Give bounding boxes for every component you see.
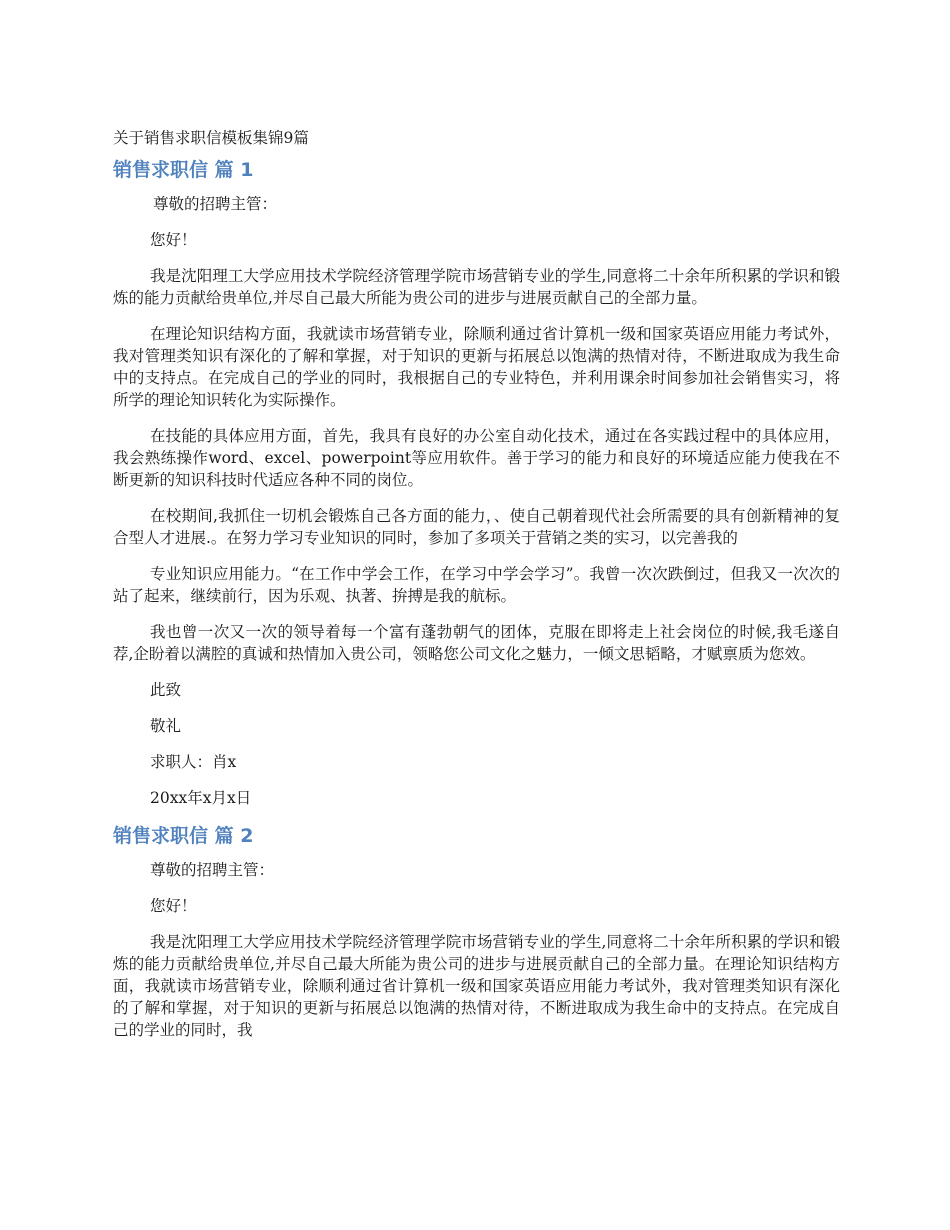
date-line: 20xx年x月x日	[150, 789, 252, 807]
section-heading: 销售求职信 篇 2	[113, 825, 254, 847]
greeting: 您好！	[150, 897, 197, 915]
salutation: 尊敬的招聘主管：	[150, 861, 275, 879]
greeting: 您好！	[150, 231, 197, 249]
body-paragraph: 我也曾一次又一次的领导着每一个富有蓬勃朝气的团体，克服在即将走上社会岗位的时候,我毛遂自荐,企盼着以满腔的真诚和热情加入贵公司，领略您公司文化之魅力，一倾文思韬略，才赋禀质为您效。	[113, 623, 840, 663]
document-title: 关于销售求职信模板集锦9篇	[113, 129, 309, 147]
signature-line: 求职人：肖x	[150, 753, 237, 771]
section-heading: 销售求职信 篇 1	[113, 159, 254, 181]
closing-line: 敬礼	[150, 717, 182, 735]
body-paragraph: 专业知识应用能力。“在工作中学会工作，在学习中学会学习”。我曾一次次跌倒过，但我又一次次的站了起来，继续前行，因为乐观、执著、拚搏是我的航标。	[113, 565, 840, 605]
document-page	[113, 127, 840, 1055]
salutation: 尊敬的招聘主管：	[153, 195, 278, 213]
body-paragraph: 我是沈阳理工大学应用技术学院经济管理学院市场营销专业的学生,同意将二十余年所积累的学识和锻炼的能力贡献给贵单位,并尽自己最大所能为贵公司的进步与进展贡献自己的全部力量。在理论知识结构方面，我就读市场营销专业，除顺利通过省计算机一级和国家英语应用能力考试外，我对管理类知识有深化的了解和掌握，对于知识的更新与拓展总以饱满的热情对待，不断进取成为我生命中的支持点。在完成自己的学业的同时，我	[113, 933, 840, 1039]
section-2	[113, 823, 840, 1041]
closing-line: 此致	[150, 681, 182, 699]
body-paragraph: 在理论知识结构方面，我就读市场营销专业，除顺利通过省计算机一级和国家英语应用能力考试外，我对管理类知识有深化的了解和掌握，对于知识的更新与拓展总以饱满的热情对待，不断进取成为我生命中的支持点。在完成自己的学业的同时，我根据自己的专业特色，并利用课余时间参加社会销售实习，将所学的理论知识转化为实际操作。	[113, 325, 840, 409]
section-1	[113, 157, 840, 809]
body-paragraph: 在校期间,我抓住一切机会锻炼自己各方面的能力，、使自己朝着现代社会所需要的具有创新精神的复合型人才进展.。在努力学习专业知识的同时，参加了多项关于营销之类的实习，以完善我的	[113, 507, 840, 547]
body-paragraph: 我是沈阳理工大学应用技术学院经济管理学院市场营销专业的学生,同意将二十余年所积累的学识和锻炼的能力贡献给贵单位,并尽自己最大所能为贵公司的进步与进展贡献自己的全部力量。	[113, 267, 840, 307]
body-paragraph: 在技能的具体应用方面，首先，我具有良好的办公室自动化技术，通过在各实践过程中的具体应用，我会熟练操作word、excel、powerpoint等应用软件。善于学习的能力和良好的环境适应能力使我在不断更新的知识科技时代适应各种不同的岗位。	[113, 427, 840, 489]
